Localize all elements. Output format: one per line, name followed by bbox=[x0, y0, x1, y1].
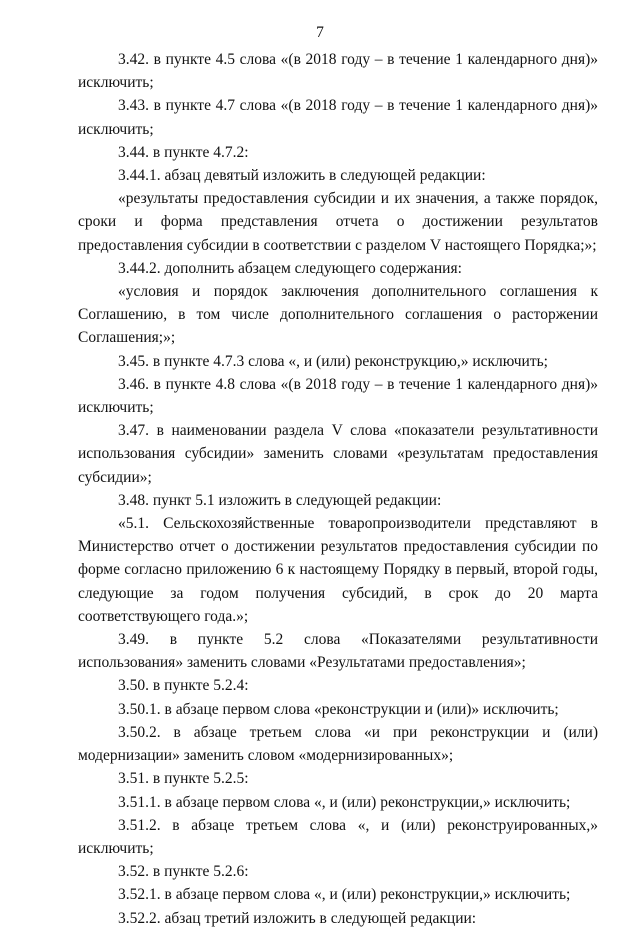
paragraph-quote-results: «результаты предоставления субсидии и их значения, а также порядок, сроки и форма представления отчета о достижении результатов предоставления субсидии в соответствии с разделом V настоящего Порядка;»; bbox=[78, 190, 598, 254]
paragraph-3-52: 3.52. в пункте 5.2.6: bbox=[118, 863, 249, 881]
paragraph-quote-conditions: «условия и порядок заключения дополнительного соглашения к Соглашению, в том числе дополнительного соглашения о расторжении Соглашения;»; bbox=[78, 283, 598, 347]
paragraph-3-45: 3.45. в пункте 4.7.3 слова «, и (или) реконструкцию,» исключить; bbox=[118, 352, 548, 370]
document-body bbox=[78, 48, 598, 930]
paragraph-3-49: 3.49. в пункте 5.2 слова «Показателями результативности использования» заменить словами «Результатами предоставления»; bbox=[78, 631, 598, 672]
paragraph-3-50: 3.50. в пункте 5.2.4: bbox=[118, 677, 249, 695]
paragraph-3-42: 3.42. в пункте 4.5 слова «(в 2018 году – в течение 1 календарного дня)» исключить; bbox=[78, 51, 598, 92]
paragraph-3-44-1: 3.44.1. абзац девятый изложить в следующей редакции: bbox=[118, 167, 486, 185]
paragraph-3-50-2: 3.50.2. в абзаце третьем слова «и при реконструкции и (или) модернизации» заменить словом «модернизированных»; bbox=[78, 723, 598, 765]
paragraph-3-51-1: 3.51.1. в абзаце первом слова «, и (или) реконструкции,» исключить; bbox=[118, 793, 571, 811]
paragraph-3-52-2: 3.52.2. абзац третий изложить в следующей редакции: bbox=[118, 909, 477, 927]
paragraph-3-48: 3.48. пункт 5.1 изложить в следующей редакции: bbox=[118, 491, 442, 509]
paragraph-3-47: 3.47. в наименовании раздела V слова «показатели результативности использования субсидии» заменить словами «результатам предоставления субсидии»; bbox=[78, 422, 598, 486]
paragraph-quote-5-1: «5.1. Сельскохозяйственные товаропроизводители представляют в Министерство отчет о достижении результатов предоставления субсидии по форме согласно приложению 6 к настоящему Порядку в первый, второй годы, следующие за годом получения субсидий, в срок до 20 марта соответствующего года.»; bbox=[78, 515, 598, 625]
paragraph-3-46: 3.46. в пункте 4.8 слова «(в 2018 году – в течение 1 календарного дня)» исключить; bbox=[78, 375, 598, 417]
paragraph-3-52-1: 3.52.1. в абзаце первом слова «, и (или) реконструкции,» исключить; bbox=[118, 886, 571, 904]
paragraph-3-51: 3.51. в пункте 5.2.5: bbox=[118, 770, 249, 788]
paragraph-3-43: 3.43. в пункте 4.7 слова «(в 2018 году – в течение 1 календарного дня)» исключить; bbox=[78, 97, 598, 138]
page-number: 7 bbox=[316, 24, 324, 41]
paragraph-3-44-2: 3.44.2. дополнить абзацем следующего содержания: bbox=[118, 259, 462, 277]
paragraph-3-50-1: 3.50.1. в абзаце первом слова «реконструкции и (или)» исключить; bbox=[118, 700, 559, 718]
paragraph-3-44: 3.44. в пункте 4.7.2: bbox=[118, 143, 249, 161]
paragraph-3-51-2: 3.51.2. в абзаце третьем слова «, и (или) реконструированных,» исключить; bbox=[78, 816, 598, 857]
